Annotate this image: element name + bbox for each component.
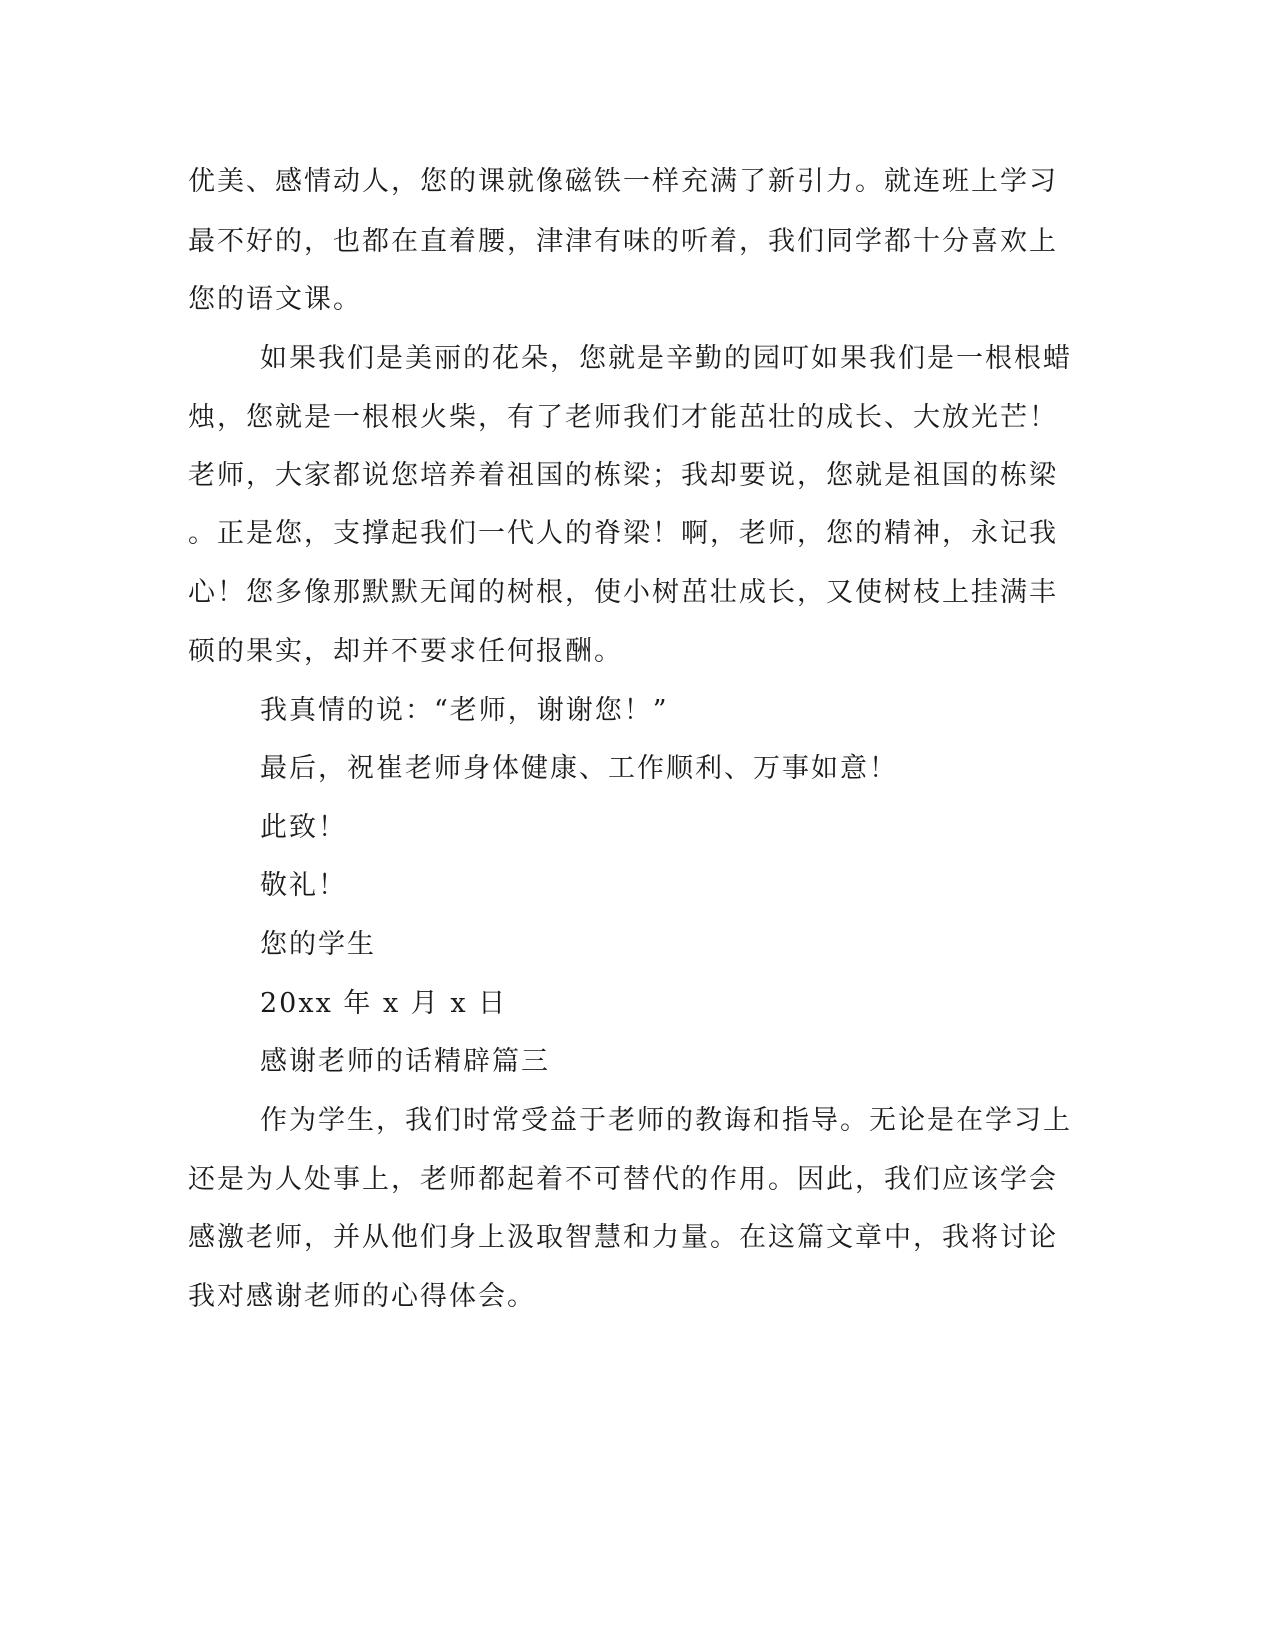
paragraph-line: 感激老师，并从他们身上汲取智慧和力量。在这篇文章中，我将讨论 [188, 1222, 1058, 1253]
paragraph-line: 作为学生，我们时常受益于老师的教诲和指导。无论是在学习上 [260, 1105, 1072, 1136]
signature-line: 您的学生 [260, 929, 376, 960]
salutation-line: 敬礼！ [260, 870, 347, 901]
paragraph-line: 硕的果实，却并不要求任何报酬。 [188, 636, 623, 667]
paragraph-line: 如果我们是美丽的花朵，您就是辛勤的园叮如果我们是一根根蜡 [260, 343, 1072, 374]
paragraph-line: 我对感谢老师的心得体会。 [188, 1281, 536, 1312]
quote-line: 我真情的说：“老师，谢谢您！” [260, 695, 669, 726]
paragraph-line: 优美、感情动人，您的课就像磁铁一样充满了新引力。就连班上学习 [188, 166, 1058, 197]
paragraph-line: 心！您多像那默默无闻的树根，使小树茁壮成长，又使树枝上挂满丰 [188, 577, 1058, 608]
date-line: 20xx 年 x 月 x 日 [260, 988, 508, 1019]
wishes-line: 最后，祝崔老师身体健康、工作顺利、万事如意！ [260, 753, 898, 784]
paragraph-line: 。正是您，支撑起我们一代人的脊梁！啊，老师，您的精神，永记我 [188, 518, 1058, 549]
paragraph-line: 老师，大家都说您培养着祖国的栋梁；我却要说，您就是祖国的栋梁 [188, 460, 1058, 491]
section-heading: 感谢老师的话精辟篇三 [260, 1046, 550, 1077]
paragraph-line: 您的语文课。 [188, 284, 362, 315]
paragraph-line: 还是为人处事上，老师都起着不可替代的作用。因此，我们应该学会 [188, 1164, 1058, 1195]
paragraph-line: 最不好的，也都在直着腰，津津有味的听着，我们同学都十分喜欢上 [188, 226, 1058, 257]
paragraph-line: 烛，您就是一根根火柴，有了老师我们才能茁壮的成长、大放光芒！ [188, 402, 1058, 433]
closing-line: 此致！ [260, 812, 347, 843]
